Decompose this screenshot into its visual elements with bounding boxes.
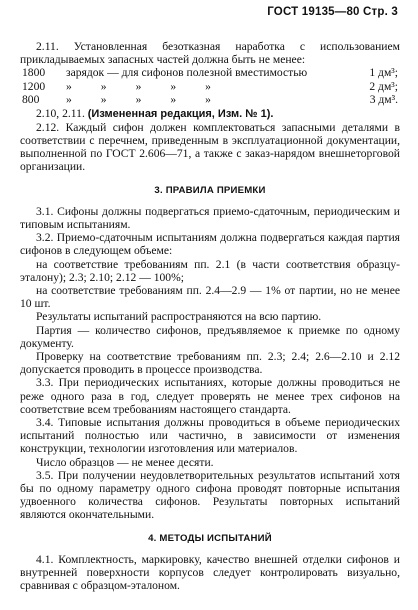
document-body [20,40,400,592]
row-text: » » » » » [66,93,211,107]
capacity-row [22,66,400,79]
paragraph-2-11: 2.11. Установленная безотказная наработка с использованием прикладываемых запасных частей должна быть не менее: [20,40,400,67]
amendment-text: (Измененная редакция, Изм. № 1). [87,107,274,120]
charge-count: 1800 [22,66,46,80]
amendment-note [20,107,400,121]
paragraph-2-12: 2.12. Каждый сифон должен комплектоваться запасными деталями в соответствии с перечнем, приведенным в эксплуатационной документации, выполненной по ГОСТ 2.606—71, а также с заказ-нарядом внешнеторговой организации. [20,120,400,174]
paragraph-3-3: 3.3. При периодических испытаниях, которые должны проводиться не реже одного раза в год, следует проверять не менее трех сифонов на соответствие всем требованиям настоящего стандарта. [20,376,400,416]
capacity-value: 3 дм³. [369,93,398,107]
charge-count: 1200 [22,79,46,93]
capacity-value: 2 дм³; [369,79,398,93]
capacity-table [22,66,400,106]
paragraph-3-4: 3.4. Типовые испытания должны проводиться в объеме периодических испытаний полностью или частично, в зависимости от изменения конструкции, технологии изготовления или материалов. [20,416,400,456]
capacity-value: 1 дм³; [369,66,398,80]
paragraph-3-2-b: на соответствие требованиям пп. 2.4—2.9 — 1% от партии, но не менее 10 шт. [20,284,400,311]
row-text: зарядок — для сифонов полезной вместимостью [66,66,308,80]
capacity-row [22,80,400,93]
section-4-title: 4. МЕТОДЫ ИСПЫТАНИЙ [148,532,272,544]
capacity-row [22,93,400,106]
paragraph-3-4-b: Число образцов — не менее десяти. [36,455,214,469]
page-header: ГОСТ 19135—80 Стр. 3 [267,6,398,18]
paragraph-3-1: 3.1. Сифоны должны подвергаться приемо-сдаточным, периодическим и типовым испытаниям. [20,204,400,231]
paragraph-3-2: 3.2. Приемо-сдаточным испытаниям должна подвергаться каждая партия сифонов в следующем объеме: [20,231,400,258]
amendment-prefix: 2.10, 2.11. [36,106,85,120]
paragraph-3-2-d: Партия — количество сифонов, предъявляемое к приемке по одному документу. [20,323,400,350]
paragraph-3-2-e: Проверку на соответствие требованиям пп. 2.3; 2.4; 2.6—2.10 и 2.12 допускается проводить в процессе производства. [20,350,400,377]
paragraph-4-1: 4.1. Комплектность, маркировку, качество внешней отделки сифонов и внутренней поверхности корпусов следует контролировать визуально, сравнивая с образцом-эталоном. [20,552,400,593]
row-text: » » » » » [66,79,211,93]
section-3-title: 3. ПРАВИЛА ПРИЕМКИ [154,184,266,196]
paragraph-3-5: 3.5. При получении неудовлетворительных результатов испытаний хотя бы по одному параметру одного сифона проводят повторные испытания удвоенного количества сифонов. Результаты повторных испытаний являются окончательными. [20,468,400,522]
paragraph-3-2-c: Результаты испытаний распространяются на всю партию. [36,310,322,324]
charge-count: 800 [22,93,40,107]
paragraph-3-2-a: на соответствие требованиям пп. 2.1 (в части соответствия образцу-эталону); 2.3; 2.10; 2.12 — 100%; [20,257,400,284]
